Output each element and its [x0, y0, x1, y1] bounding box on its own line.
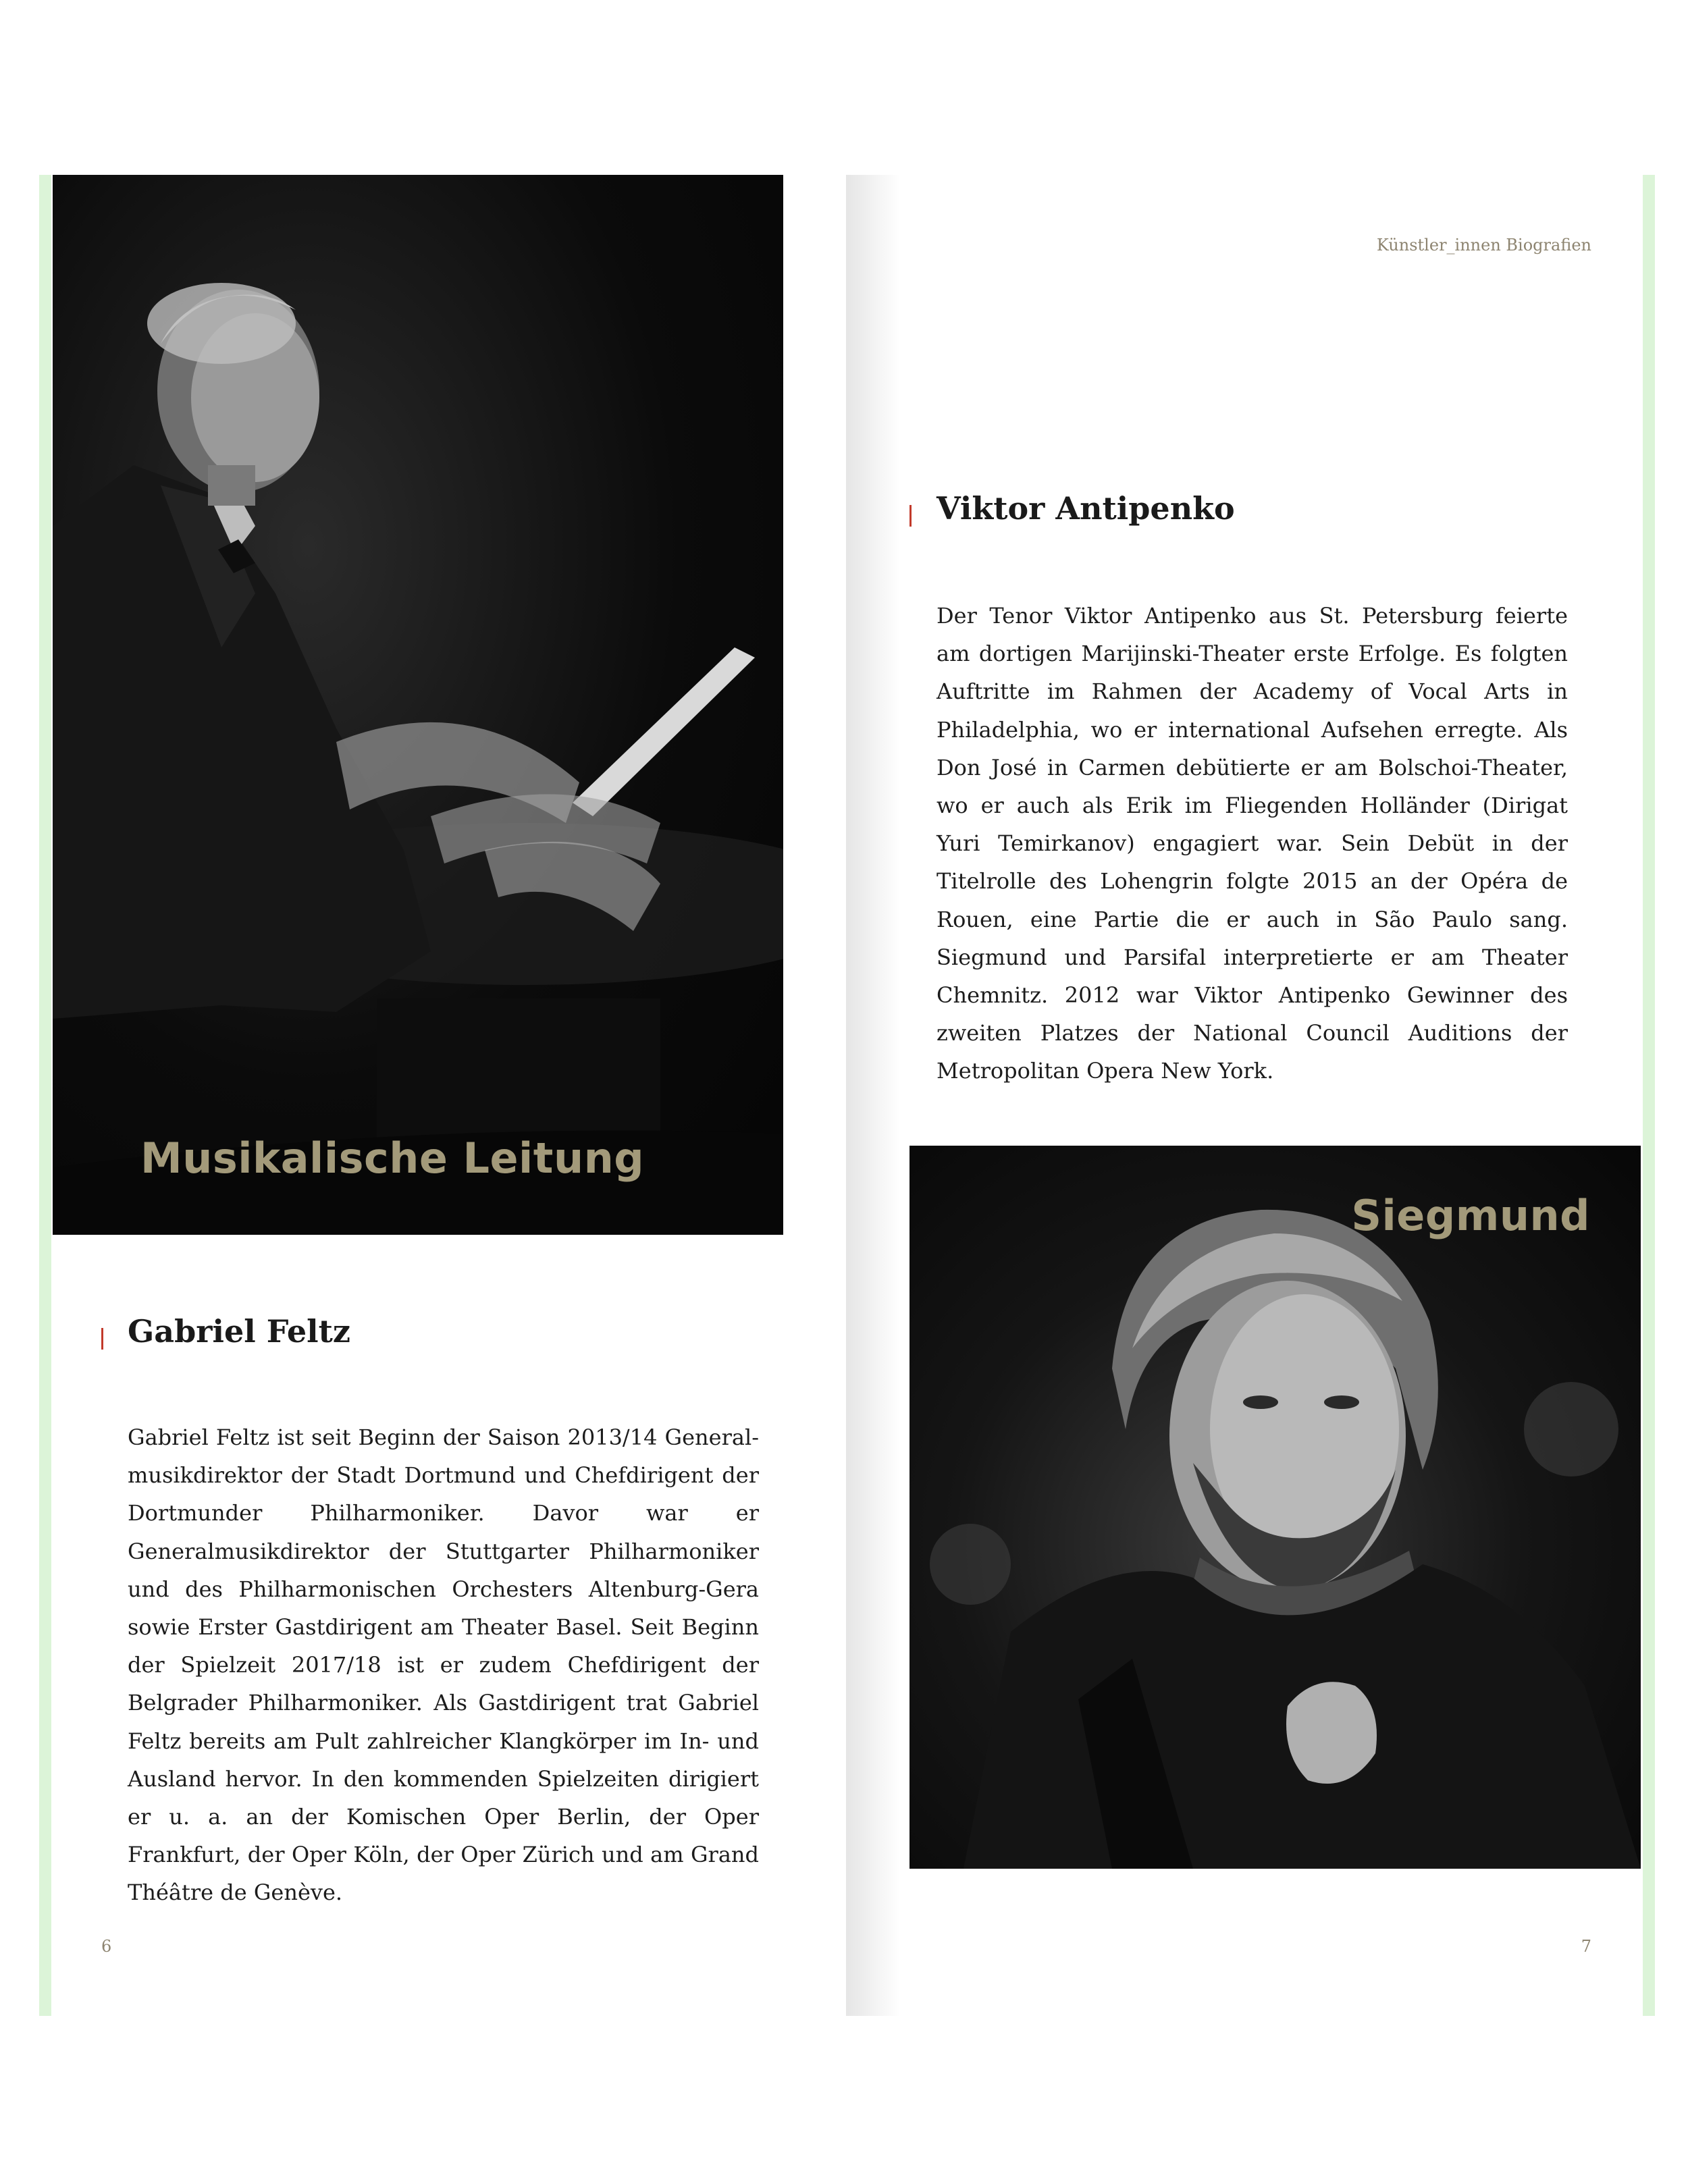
- page-number: 6: [101, 1937, 112, 1956]
- page-number: 7: [1581, 1937, 1591, 1956]
- section-caption-musikalische-leitung: Musikalische Leitung: [140, 1134, 645, 1183]
- conductor-photo: [53, 175, 783, 1235]
- artist-biography: Der Tenor Viktor Antipenko aus St. Petersburg feierte am dortigen Marijinski-Theater erste Erfolge. Es folgten Auftritte im Rahmen der Academy of Vocal Arts in Philadelphia, wo er international Aufsehen erregte. Als Don José in Carmen debütierte er am Bolschoi-Theater, wo er auch als Erik im Fliegenden Holländer (Dirigat Yuri Temirkanov) engagiert war. Sein Debüt in der Titelrolle des Lohengrin folgte 2015 an der Opéra de Rouen, eine Partie die er auch in São Paulo sang. Siegmund und Parsifal interpretierte er am Theater Chemnitz. 2012 war Viktor Antipenko Gewinner des zweiten Platzes der National Council Auditions der Metropolitan Opera New York.: [937, 603, 1568, 1084]
- left-page: [39, 175, 783, 2016]
- right-page: [846, 175, 1655, 2016]
- heading-marker: [101, 1328, 103, 1350]
- role-caption-siegmund: Siegmund: [1351, 1191, 1590, 1240]
- running-head: Künstler_innen Biografien: [1376, 236, 1591, 255]
- heading-marker: [909, 505, 912, 527]
- artist-biography: Gabriel Feltz ist seit Beginn der Saison 2013/14 Generalmusikdirektor der Stadt Dortmund und Chefdirigent der Dortmunder Philharmoniker. Davor war er Generalmusikdirektor der Stuttgarter Philharmoniker und des Philharmonischen Orchesters Altenburg-Gera sowie Erster Gastdirigent am Theater Basel. Seit Beginn der Spielzeit 2017/18 ist er zudem Chefdirigent der Belgrader Philharmoniker. Als Gastdirigent trat Gabriel Feltz bereits am Pult zahlreicher Klangkörper im In- und Ausland hervor. In den kommenden Spielzeiten dirigiert er u. a. an der Komischen Oper Berlin, der Oper Frankfurt, der Oper Köln, der Oper Zürich und am Grand Théâtre de Genève.: [128, 1424, 759, 1906]
- conductor-photo-illustration: [53, 175, 783, 1235]
- left-margin-bar: [39, 175, 51, 2016]
- tenor-portrait-photo: [909, 1146, 1641, 1869]
- artist-name-heading: Gabriel Feltz: [128, 1313, 350, 1350]
- gutter-shadow: [846, 175, 900, 2016]
- artist-name-heading: Viktor Antipenko: [937, 490, 1235, 527]
- right-margin-bar: [1643, 175, 1655, 2016]
- tenor-portrait-illustration: [909, 1146, 1641, 1869]
